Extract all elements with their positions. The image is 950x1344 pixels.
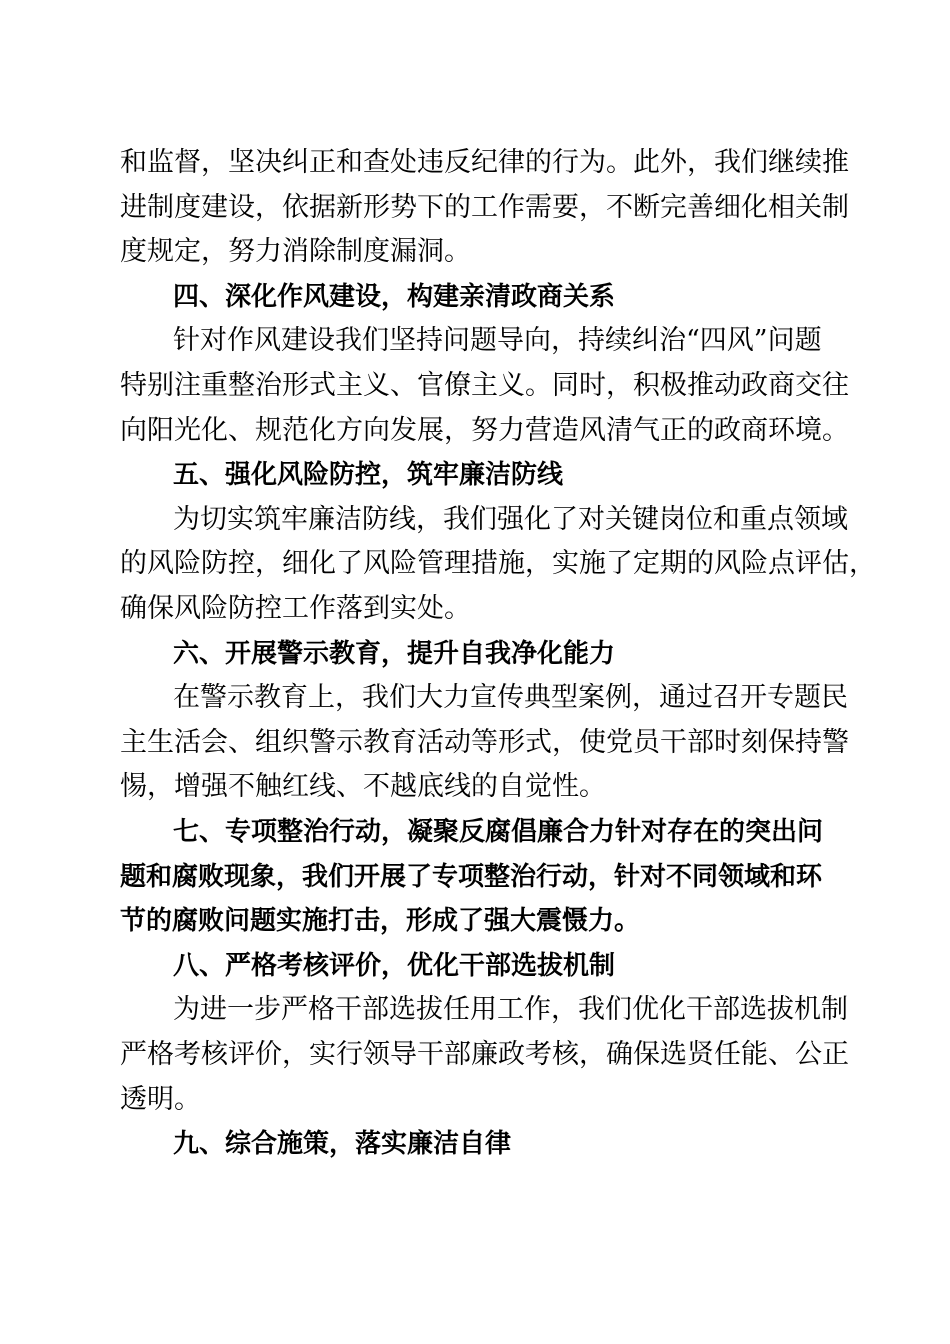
paragraph-line: 特别注重整治形式主义、官僚主义。同时，积极推动政商交往 xyxy=(120,370,849,401)
paragraph-line: 在警示教育上，我们大力宣传典型案例，通过召开专题民 xyxy=(173,682,848,713)
section-heading-9: 九、综合施策，落实廉洁自律 xyxy=(173,1129,512,1159)
paragraph-line: 为切实筑牢廉洁防线，我们强化了对关键岗位和重点领域 xyxy=(173,504,848,535)
paragraph-line: 度规定，努力消除制度漏洞。 xyxy=(120,236,471,267)
paragraph-line: 和监督，坚决纠正和查处违反纪律的行为。此外，我们继续推 xyxy=(120,147,849,178)
paragraph-line: 进制度建设，依据新形势下的工作需要，不断完善细化相关制 xyxy=(120,192,849,223)
section-heading-4: 四、深化作风建设，构建亲清政商关系 xyxy=(173,282,616,312)
section-heading-8: 八、严格考核评价，优化干部选拔机制 xyxy=(173,951,616,981)
paragraph-line: 为进一步严格干部选拔任用工作，我们优化干部选拔机制 xyxy=(173,994,848,1025)
paragraph-line: 严格考核评价，实行领导干部廉政考核，确保选贤任能、公正 xyxy=(120,1039,849,1070)
section-heading-7: 七、专项整治行动，凝聚反腐倡廉合力针对存在的突出问 xyxy=(173,817,824,847)
bold-paragraph-line: 题和腐败现象，我们开展了专项整治行动，针对不同领域和环 xyxy=(120,862,823,892)
paragraph-line: 确保风险防控工作落到实处。 xyxy=(120,593,471,624)
section-heading-5: 五、强化风险防控，筑牢廉洁防线 xyxy=(173,460,564,490)
paragraph-line: 惕，增强不触红线、不越底线的自觉性。 xyxy=(120,771,606,802)
paragraph-line: 主生活会、组织警示教育活动等形式，使党员干部时刻保持警 xyxy=(120,727,849,758)
paragraph-line: 向阳光化、规范化方向发展，努力营造风清气正的政商环境。 xyxy=(120,415,849,446)
paragraph-line: 的风险防控，细化了风险管理措施，实施了定期的风险点评估， xyxy=(120,548,876,579)
section-heading-6: 六、开展警示教育，提升自我净化能力 xyxy=(173,639,616,669)
paragraph-line: 透明。 xyxy=(120,1084,201,1115)
paragraph-line: 针对作风建设我们坚持问题导向，持续纠治“四风”问题 xyxy=(173,325,822,356)
bold-paragraph-line: 节的腐败问题实施打击，形成了强大震慑力。 xyxy=(120,906,641,936)
